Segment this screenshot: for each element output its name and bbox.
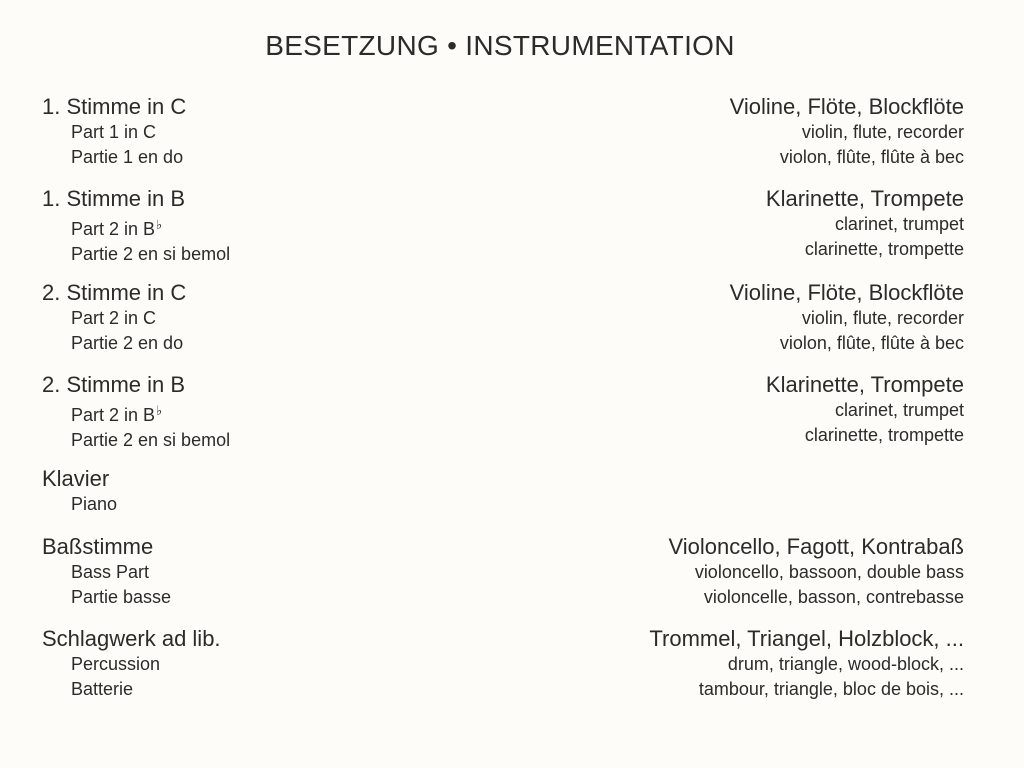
instruments-de: Trommel, Triangel, Holzblock, ...	[649, 626, 964, 651]
instruments-de: Klarinette, Trompete	[765, 372, 964, 397]
part-name-en: Part 2 in B	[71, 219, 156, 239]
instruments-fr: violoncelle, basson, contrebasse	[703, 587, 964, 607]
instrument-column	[649, 626, 964, 702]
instruments-fr: violon, flûte, flûte à bec	[779, 333, 964, 353]
part-column	[42, 280, 186, 356]
part-column	[42, 186, 230, 267]
part-name-fr: Partie 2 en do	[71, 333, 184, 353]
instruments-de: Violine, Flöte, Blockflöte	[729, 280, 964, 305]
instrument-column	[730, 280, 964, 356]
part-name-de: 1. Stimme in B	[42, 186, 186, 211]
part-name-en: Part 2 in B	[71, 405, 156, 425]
instruments-en: violin, flute, recorder	[801, 122, 964, 142]
instruments-fr: violon, flûte, flûte à bec	[779, 147, 964, 167]
instruments-fr: clarinette, trompette	[804, 239, 964, 259]
part-name-en-line	[42, 212, 230, 242]
part-name-de: Baßstimme	[42, 534, 154, 559]
part-name-de: Klavier	[42, 466, 110, 491]
part-column	[42, 534, 171, 610]
instruments-en: drum, triangle, wood-block, ...	[727, 654, 964, 674]
instruments-de: Violine, Flöte, Blockflöte	[729, 94, 964, 119]
instrument-column	[766, 372, 964, 448]
part-column	[42, 466, 117, 517]
instrument-column	[730, 94, 964, 170]
part-column	[42, 626, 221, 702]
instruments-en: clarinet, trumpet	[834, 214, 964, 234]
part-name-en: Part 1 in C	[71, 122, 157, 142]
instrument-column	[766, 186, 964, 262]
part-name-en: Part 2 in C	[71, 308, 157, 328]
instrument-column	[668, 534, 964, 610]
part-column	[42, 372, 230, 453]
part-name-fr: Partie basse	[71, 587, 172, 607]
instruments-fr: tambour, triangle, bloc de bois, ...	[698, 679, 964, 699]
page-title: BESETZUNG • INSTRUMENTATION	[265, 30, 735, 61]
flat-accidental: ♭	[156, 403, 163, 418]
part-name-en: Bass Part	[71, 562, 150, 582]
part-name-en-line	[42, 398, 230, 428]
part-name-de: 2. Stimme in B	[42, 372, 186, 397]
instruments-de: Violoncello, Fagott, Kontrabaß	[668, 534, 964, 559]
part-name-fr: Batterie	[71, 679, 134, 699]
part-column	[42, 94, 186, 170]
part-name-de: 1. Stimme in C	[42, 94, 187, 119]
instruments-de: Klarinette, Trompete	[765, 186, 964, 211]
instruments-en: clarinet, trumpet	[834, 400, 964, 420]
instruments-en: violoncello, bassoon, double bass	[694, 562, 964, 582]
part-name-fr: Partie 2 en si bemol	[71, 244, 231, 264]
instruments-en: violin, flute, recorder	[801, 308, 964, 328]
part-name-en: Percussion	[71, 654, 161, 674]
part-name-en: Piano	[71, 494, 118, 514]
flat-accidental: ♭	[156, 217, 163, 232]
part-name-de: Schlagwerk ad lib.	[42, 626, 221, 651]
part-name-fr: Partie 2 en si bemol	[71, 430, 231, 450]
part-name-fr: Partie 1 en do	[71, 147, 184, 167]
part-name-de: 2. Stimme in C	[42, 280, 187, 305]
instruments-fr: clarinette, trompette	[804, 425, 964, 445]
